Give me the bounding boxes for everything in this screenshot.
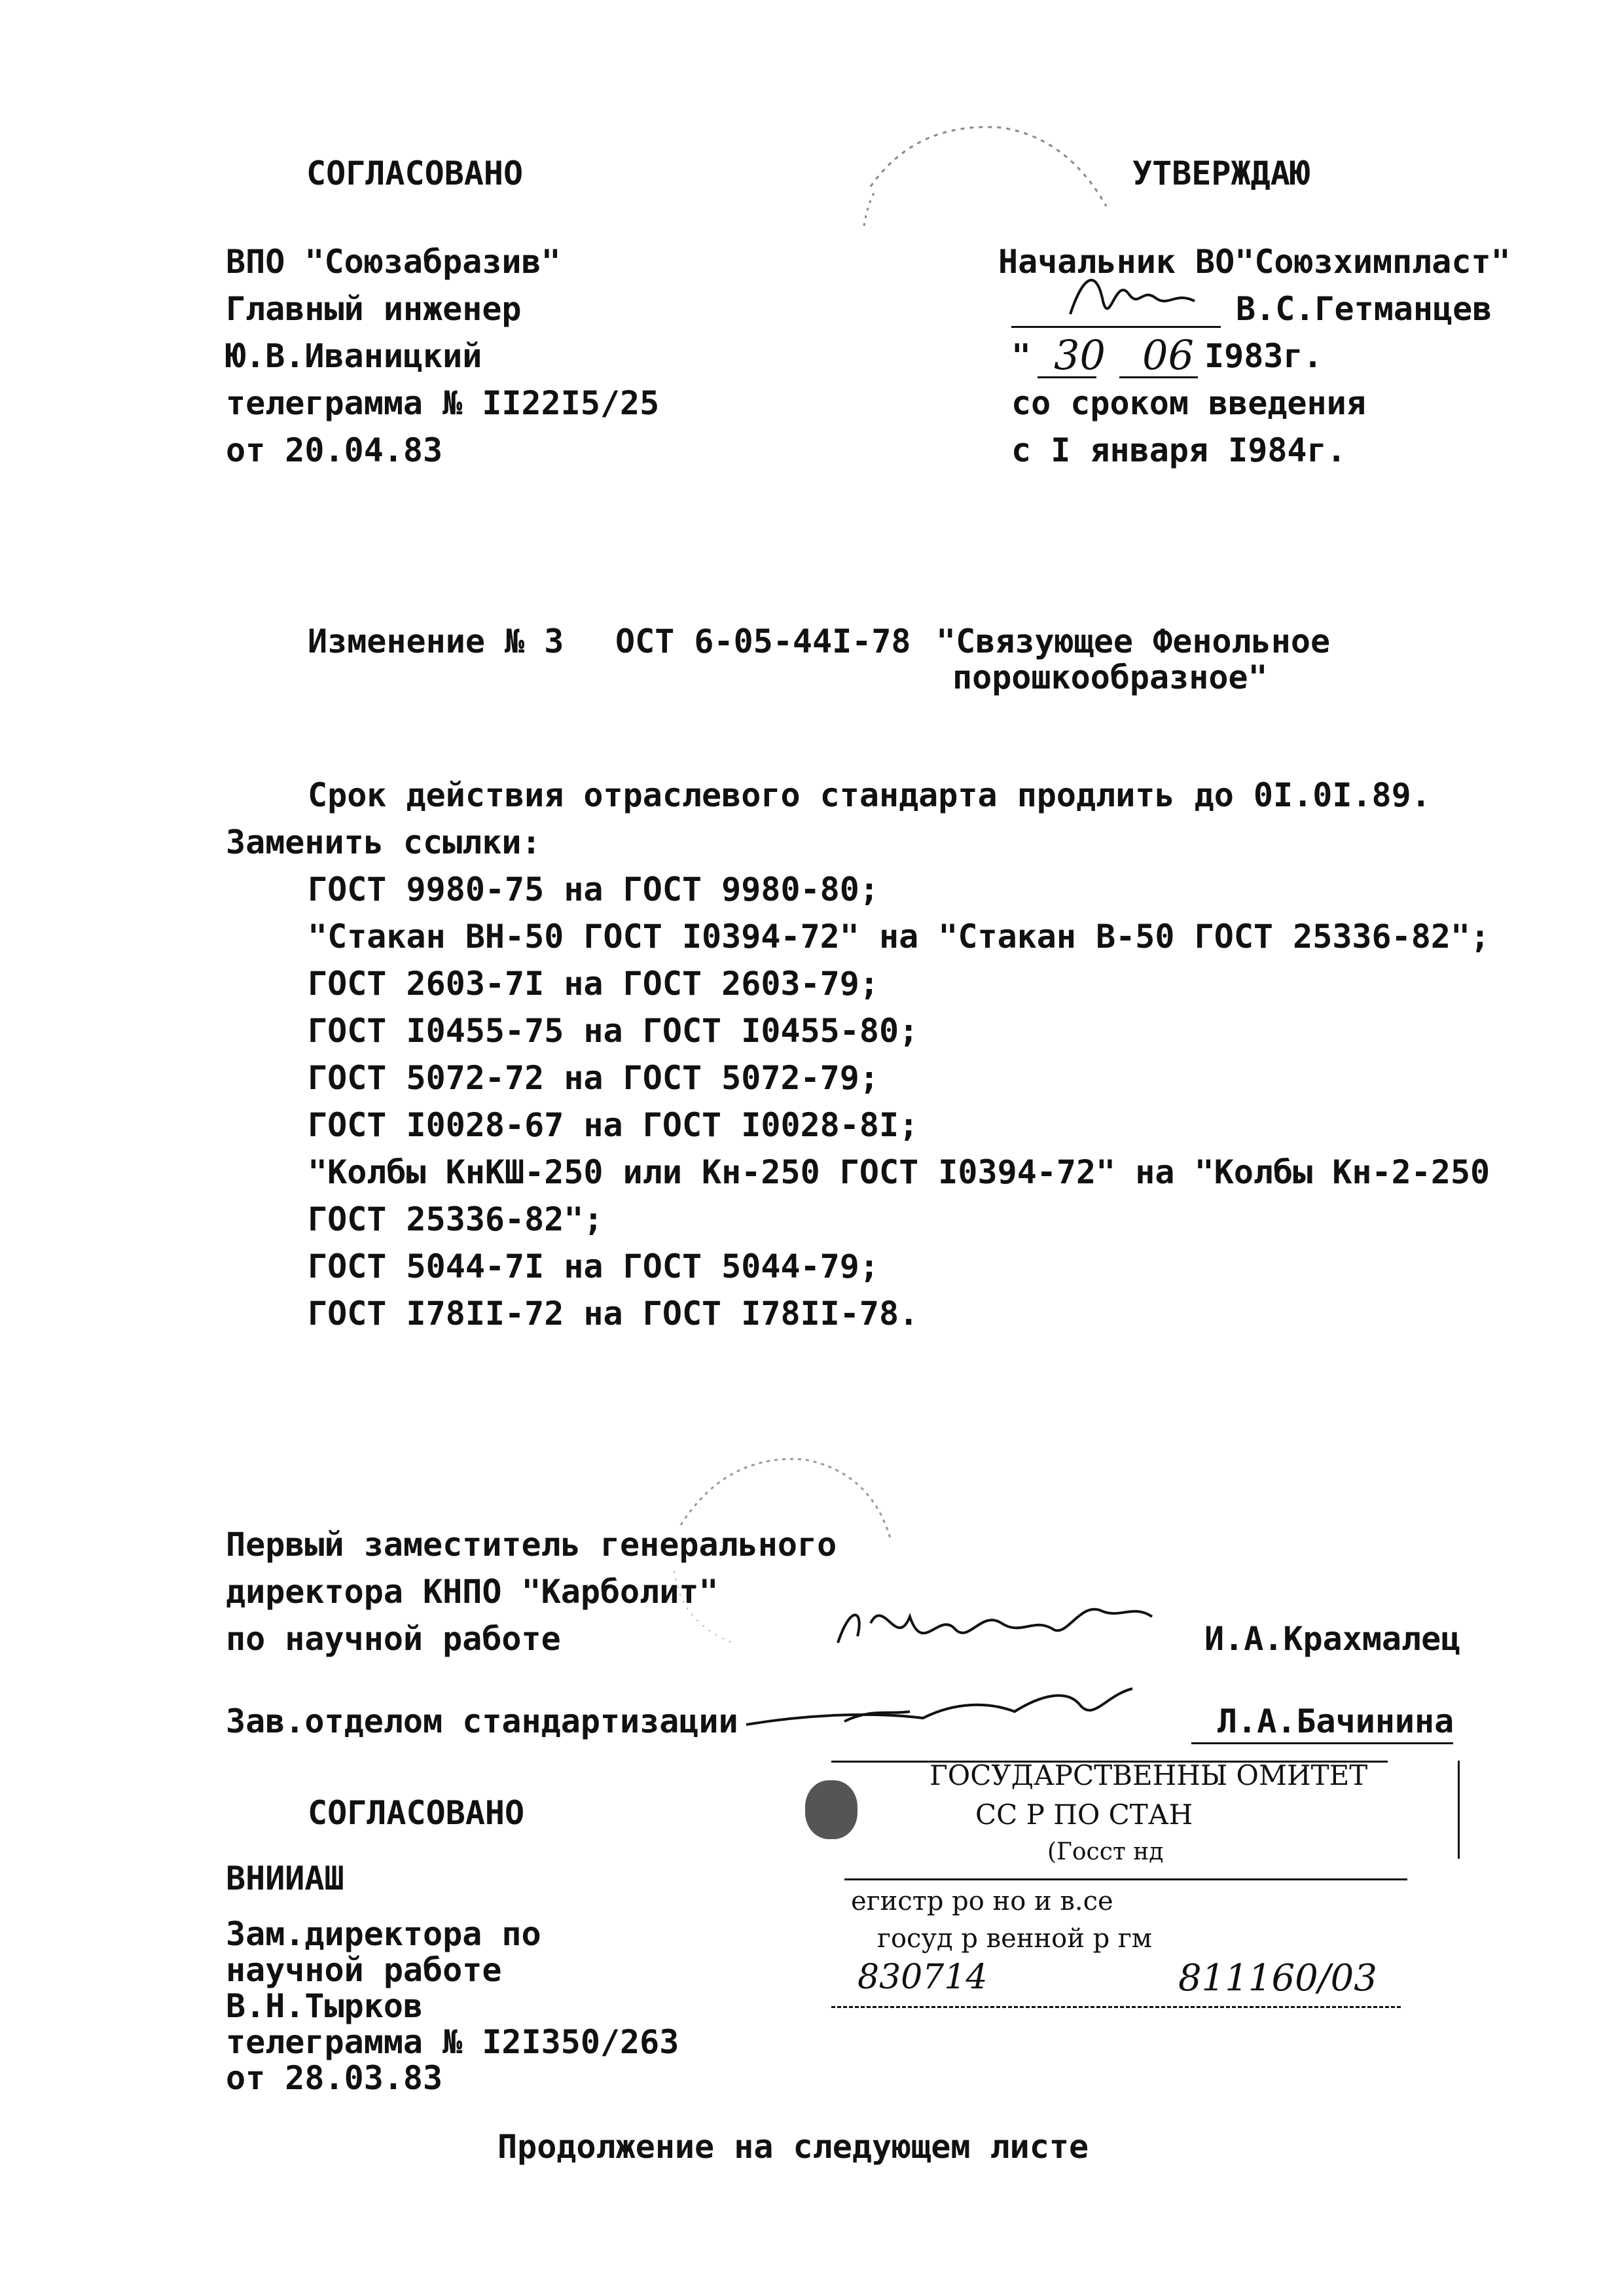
- approved-signer: В.С.Гетманцев: [1236, 290, 1492, 328]
- approved-date-day-line: [1038, 376, 1096, 378]
- replacement-item: "Колбы КнКШ-250 или Кн-250 ГОСТ I0394-72" на "Колбы Кн-2-250: [308, 1153, 1490, 1191]
- stamp-line-3: (Госст нд: [1047, 1839, 1164, 1865]
- change-number: Изменение № 3: [308, 622, 564, 660]
- approved-date-open: ": [1011, 337, 1032, 375]
- replacement-item: ГОСТ 5072-72 на ГОСТ 5072-79;: [308, 1059, 879, 1097]
- replacement-item: ГОСТ I78II-72 на ГОСТ I78II-78.: [308, 1295, 919, 1333]
- approved-date-year: I983г.: [1204, 337, 1323, 375]
- replace-heading: Заменить ссылки:: [226, 823, 541, 861]
- agreed-heading: СОГЛАСОВАНО: [306, 154, 524, 192]
- stamp-number-right: 811160/03: [1178, 1957, 1377, 2000]
- deputy-line-1: Первый заместитель генерального: [226, 1526, 837, 1564]
- replacement-item: ГОСТ 25336-82";: [308, 1200, 604, 1238]
- agreed-bottom-heading: СОГЛАСОВАНО: [308, 1794, 525, 1832]
- replacement-item: ГОСТ I0455-75 на ГОСТ I0455-80;: [308, 1012, 919, 1050]
- stamp-bottom-rule: [831, 2006, 1401, 2008]
- replacement-item: ГОСТ I0028-67 на ГОСТ I0028-8I;: [308, 1106, 919, 1144]
- head-label: Зав.отделом стандартизации: [226, 1702, 738, 1740]
- agreed-bottom-line-3: научной работе: [226, 1951, 502, 1989]
- agreed-line-2: Главный инженер: [226, 290, 522, 328]
- approved-line-5: с I января I984г.: [1011, 431, 1346, 469]
- continuation-note: Продолжение на следующем листе: [497, 2128, 1089, 2166]
- head-signature: [740, 1676, 1198, 1741]
- stamp-right-rule: [1458, 1761, 1460, 1859]
- stamp-line-5: госуд р венной р гм: [877, 1924, 1152, 1954]
- approved-date-day: 30: [1054, 331, 1106, 379]
- stamp-line-2: СС Р ПО СТАН: [975, 1799, 1193, 1831]
- approved-date-month-line: [1119, 376, 1198, 378]
- stamp-line-1: ГОСУДАРСТВЕННЫ ОМИТЕТ: [929, 1759, 1368, 1791]
- state-emblem-icon: [805, 1780, 857, 1839]
- registration-stamp: [831, 1741, 1460, 2022]
- replacement-item: ГОСТ 9980-75 на ГОСТ 9980-80;: [308, 870, 879, 908]
- approved-line-1: Начальник ВО"Союзхимпласт": [998, 243, 1511, 281]
- agreed-line-4: телеграмма № II22I5/25: [226, 384, 660, 422]
- stamp-line-4: егистр ро но и в.се: [851, 1886, 1113, 1916]
- stamp-middle-rule: [844, 1878, 1407, 1880]
- change-standard: ОСТ 6-05-44I-78: [615, 622, 911, 660]
- replacement-item: "Стакан ВН-50 ГОСТ I0394-72" на "Стакан В-50 ГОСТ 25336-82";: [308, 918, 1490, 956]
- head-name: Л.А.Бачинина: [1218, 1702, 1454, 1740]
- deputy-signature: [825, 1584, 1191, 1669]
- agreed-bottom-line-6: от 28.03.83: [226, 2059, 443, 2097]
- approved-line-4: со сроком введения: [1011, 384, 1366, 422]
- change-name-line-2: порошкообразное": [952, 658, 1268, 696]
- agreed-bottom-line-5: телеграмма № I2I350/263: [226, 2023, 679, 2061]
- deputy-line-3: по научной работе: [226, 1620, 561, 1658]
- agreed-bottom-line-4: В.Н.Тырков: [226, 1987, 424, 2025]
- agreed-bottom-line-2: Зам.директора по: [226, 1915, 541, 1953]
- approved-date-month: 06: [1142, 331, 1194, 379]
- replacement-item: ГОСТ 2603-7I на ГОСТ 2603-79;: [308, 965, 879, 1003]
- replacement-item: ГОСТ 5044-7I на ГОСТ 5044-79;: [308, 1247, 879, 1285]
- agreed-line-3: Ю.В.Иваницкий: [226, 337, 482, 375]
- approved-signature: [1064, 262, 1208, 327]
- deputy-name: И.А.Крахмалец: [1204, 1620, 1461, 1658]
- stamp-number-left: 830714: [857, 1958, 988, 1997]
- agreed-bottom-line-1: ВНИИАШ: [226, 1859, 344, 1897]
- approved-heading: УТВЕРЖДАЮ: [1132, 154, 1310, 192]
- change-name-line-1: "Связующее Фенольное: [936, 622, 1331, 660]
- agreed-line-1: ВПО "Союзабразив": [226, 243, 561, 281]
- deputy-line-2: директора КНПО "Карболит": [226, 1573, 719, 1611]
- agreed-line-5: от 20.04.83: [226, 431, 443, 469]
- validity-text: Срок действия отраслевого стандарта продлить до 0I.0I.89.: [308, 776, 1431, 814]
